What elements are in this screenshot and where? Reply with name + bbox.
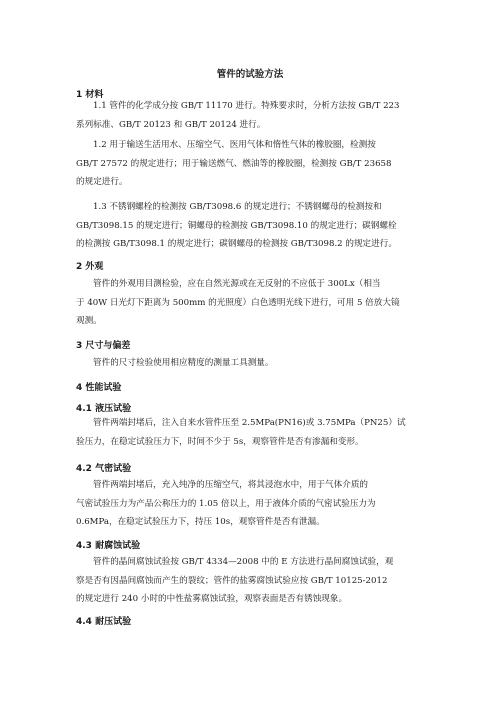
section-1-paragraph-3	[76, 198, 438, 254]
section-1-heading: 1 材料	[76, 90, 104, 100]
section-4-1-heading: 4.1 液压试验	[76, 404, 132, 414]
paragraph-line: GB/T 27572 的规定进行；用于输送燃气、燃油等的橡胶圈，检测按 GB/T 23658	[76, 158, 392, 169]
paragraph-line: 1.2 用于输送生活用水、压缩空气、医用气体和惰性气体的橡胶圈，检测按	[93, 140, 376, 150]
paragraph-line: 0.6MPa，在稳定试验压力下，持压 10s，观察管件是否有泄漏。	[76, 517, 325, 528]
paragraph-line: 管件两端封堵后，充入纯净的压缩空气，将其浸泡水中，用于气体介质的	[93, 480, 369, 490]
paragraph-line: 1.1 管件的化学成分按 GB/T 11170 进行。特殊要求时，分析方法按 GB/T 223	[93, 101, 400, 111]
section-1-paragraph-2	[76, 136, 438, 192]
section-4-3-heading: 4.3 耐腐蚀试验	[76, 541, 141, 551]
paragraph-line: 验压力，在稳定试验压力下，时间不少于 5s，观察管件是否有渗漏和变形。	[76, 436, 364, 447]
paragraph-line: GB/T3098.15 的规定进行；铜螺母的检测按 GB/T3098.10 的规定进行；碳钢螺栓	[76, 220, 397, 231]
paragraph-line: 观测。	[76, 316, 102, 327]
section-4-1-paragraph	[76, 414, 438, 451]
paragraph-line: 1.3 不锈钢螺栓的检测按 GB/T3098.6 的规定进行；不锈钢螺母的检测按和	[93, 202, 382, 212]
paragraph-line: 于 40W 日光灯下距离为 500mm 的光照度）白色透明光线下进行，可用 5 倍放大镜	[76, 297, 400, 308]
paragraph-line: 系列标准、GB/T 20123 和 GB/T 20124 进行。	[76, 119, 266, 130]
section-4-3-paragraph	[76, 553, 438, 609]
section-1-paragraph-1	[76, 97, 438, 134]
paragraph-line: 管件的外观用目测检验，应在自然光源或在无反射的不应低于 300Lx（相当	[93, 279, 381, 289]
section-4-heading: 4 性能试验	[76, 383, 122, 393]
paragraph-line: 气密试验压力为产品公称压力的 1.05 倍以上，用于液体介质的气密试验压力为	[76, 498, 376, 509]
paragraph-line: 的规定进行 240 小时的中性盐雾腐蚀试验，观察表面是否有锈蚀现象。	[76, 594, 348, 605]
section-4-2-heading: 4.2 气密试验	[76, 464, 132, 474]
paragraph-line: 的规定进行。	[76, 177, 128, 188]
paragraph-line: 察是否有因晶间腐蚀而产生的裂纹；管件的盐雾腐蚀试验应按 GB/T 10125-2012	[76, 575, 388, 586]
section-3-paragraph-1	[76, 354, 438, 373]
document-title: 管件的试验方法	[216, 69, 284, 80]
section-4-2-paragraph	[76, 476, 438, 532]
section-4-4-heading: 4.4 耐压试验	[76, 617, 132, 627]
paragraph-line: 管件两端封堵后，注入自来水管件压至 2.5MPa(PN16)或 3.75MPa（PN25）试	[93, 418, 406, 428]
section-2-paragraph-1	[76, 275, 438, 331]
section-2-heading: 2 外观	[76, 262, 104, 272]
paragraph-line: 的检测按 GB/T3098.1 的规定进行；碳钢螺母的检测按 GB/T3098.2 的规定进行。	[76, 239, 397, 250]
paragraph-line: 管件的晶间腐蚀试验按 GB/T 4334—2008 中的 E 方法进行晶间腐蚀试验，观	[93, 557, 394, 567]
paragraph-line: 管件的尺寸检验使用相应精度的测量工具测量。	[93, 358, 274, 368]
section-3-heading: 3 尺寸与偏差	[76, 341, 131, 351]
